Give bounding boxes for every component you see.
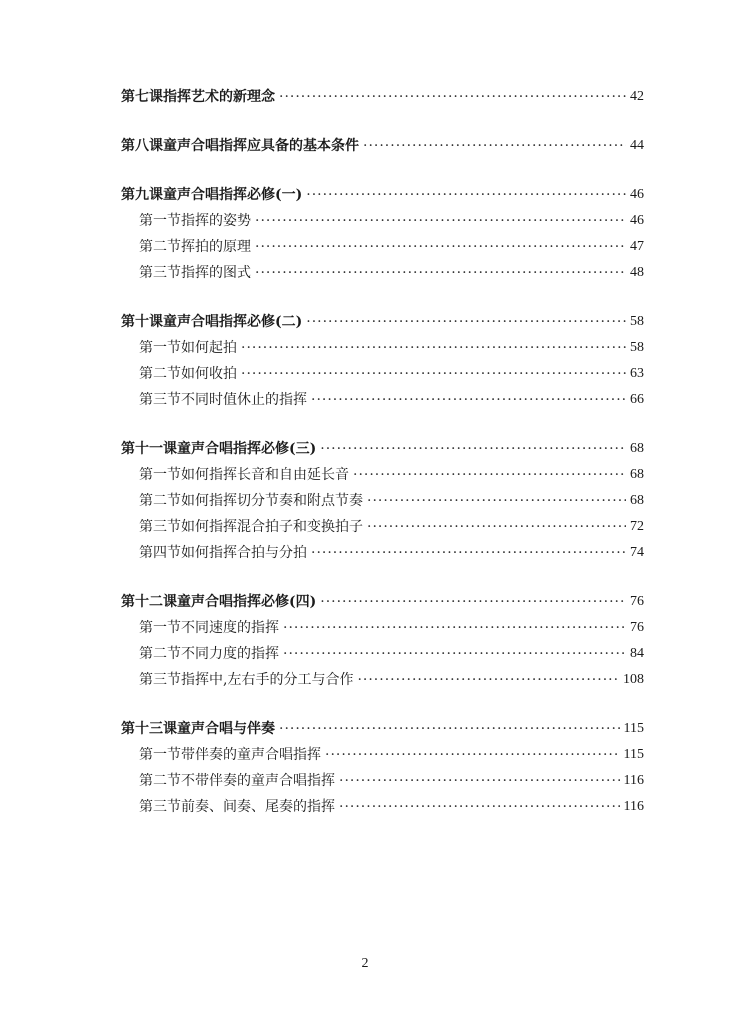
page-number: 48 (630, 265, 644, 280)
section-entry[interactable] (121, 260, 644, 286)
section-title: 指挥中,左右手的分工与合作 (181, 672, 354, 688)
leader-dots (367, 514, 626, 540)
page-number: 46 (630, 187, 644, 202)
chapter-title: 童声合唱指挥必修(二) (163, 314, 303, 330)
chapter-9 (121, 182, 644, 286)
section-number: 第二节 (139, 366, 181, 382)
chapter-number: 第十一课 (121, 441, 177, 457)
chapter-title: 指挥艺术的新理念 (163, 89, 275, 105)
page-folio: 2 (361, 956, 369, 971)
section-number: 第四节 (139, 545, 181, 561)
section-title: 不同速度的指挥 (181, 620, 279, 636)
page-number: 46 (630, 213, 644, 228)
section-entry[interactable] (121, 768, 644, 794)
leader-dots (255, 208, 626, 234)
section-title: 如何指挥混合拍子和变换拍子 (181, 519, 363, 535)
section-entry[interactable] (121, 794, 644, 820)
chapter-number: 第十三课 (121, 721, 177, 737)
chapter-entry[interactable] (121, 589, 644, 615)
section-title: 不同力度的指挥 (181, 646, 279, 662)
leader-dots (311, 387, 626, 413)
page-number: 68 (630, 493, 644, 508)
leader-dots (367, 488, 626, 514)
chapter-11 (121, 436, 644, 566)
leader-dots (353, 462, 626, 488)
section-title: 挥拍的原理 (181, 239, 251, 255)
section-title: 如何起拍 (181, 340, 237, 356)
page-number: 68 (630, 441, 644, 456)
section-number: 第三节 (139, 672, 181, 688)
section-entry[interactable] (121, 641, 644, 667)
section-entry[interactable] (121, 742, 644, 768)
section-entry[interactable] (121, 387, 644, 413)
section-number: 第一节 (139, 747, 181, 763)
chapter-entry[interactable] (121, 716, 644, 742)
chapter-number: 第八课 (121, 138, 163, 154)
section-entry[interactable] (121, 615, 644, 641)
chapter-number: 第七课 (121, 89, 163, 105)
page-number: 63 (630, 366, 644, 381)
chapter-entry[interactable] (121, 133, 644, 159)
leader-dots (241, 361, 626, 387)
leader-dots (306, 309, 626, 335)
chapter-number: 第九课 (121, 187, 163, 203)
section-title: 带伴奏的童声合唱指挥 (181, 747, 321, 763)
section-number: 第三节 (139, 799, 181, 815)
leader-dots (363, 133, 626, 159)
leader-dots (279, 84, 626, 110)
section-number: 第二节 (139, 239, 181, 255)
page-number: 76 (630, 620, 644, 635)
section-number: 第一节 (139, 467, 181, 483)
section-title: 不同时值休止的指挥 (181, 392, 307, 408)
page-number: 68 (630, 467, 644, 482)
leader-dots (283, 615, 626, 641)
page-number: 115 (623, 721, 644, 736)
chapter-entry[interactable] (121, 182, 644, 208)
chapter-title: 童声合唱与伴奏 (177, 721, 275, 737)
leader-dots (320, 589, 626, 615)
chapter-entry[interactable] (121, 309, 644, 335)
leader-dots (255, 260, 626, 286)
section-number: 第一节 (139, 213, 181, 229)
section-title: 如何指挥长音和自由延长音 (181, 467, 349, 483)
section-title: 指挥的姿势 (181, 213, 251, 229)
section-entry[interactable] (121, 335, 644, 361)
page-number: 44 (630, 138, 644, 153)
section-number: 第二节 (139, 773, 181, 789)
section-entry[interactable] (121, 667, 644, 693)
leader-dots (339, 768, 620, 794)
leader-dots (306, 182, 626, 208)
leader-dots (279, 716, 620, 742)
section-title: 如何指挥合拍与分拍 (181, 545, 307, 561)
section-title: 如何指挥切分节奏和附点节奏 (181, 493, 363, 509)
page-number: 74 (630, 545, 644, 560)
section-number: 第三节 (139, 519, 181, 535)
page-number: 66 (630, 392, 644, 407)
chapter-13 (121, 716, 644, 820)
chapter-title: 童声合唱指挥必修(四) (177, 594, 317, 610)
section-number: 第二节 (139, 646, 181, 662)
leader-dots (311, 540, 626, 566)
leader-dots (241, 335, 626, 361)
page-number: 42 (630, 89, 644, 104)
section-entry[interactable] (121, 462, 644, 488)
section-number: 第一节 (139, 620, 181, 636)
section-entry[interactable] (121, 234, 644, 260)
leader-dots (339, 794, 620, 820)
page-number: 116 (623, 799, 644, 814)
chapter-number: 第十二课 (121, 594, 177, 610)
page-number: 72 (630, 519, 644, 534)
section-entry[interactable] (121, 540, 644, 566)
section-entry[interactable] (121, 514, 644, 540)
chapter-7 (121, 84, 644, 110)
chapter-8 (121, 133, 644, 159)
chapter-entry[interactable] (121, 84, 644, 110)
section-number: 第三节 (139, 392, 181, 408)
section-title: 不带伴奏的童声合唱指挥 (181, 773, 335, 789)
section-entry[interactable] (121, 488, 644, 514)
leader-dots (283, 641, 626, 667)
leader-dots (357, 667, 619, 693)
chapter-title: 童声合唱指挥应具备的基本条件 (163, 138, 359, 154)
chapter-entry[interactable] (121, 436, 644, 462)
section-number: 第一节 (139, 340, 181, 356)
page-number: 58 (630, 314, 644, 329)
table-of-contents (121, 84, 644, 843)
chapter-number: 第十课 (121, 314, 163, 330)
chapter-10 (121, 309, 644, 413)
section-entry[interactable] (121, 361, 644, 387)
leader-dots (325, 742, 620, 768)
section-title: 前奏、间奏、尾奏的指挥 (181, 799, 335, 815)
page-number: 58 (630, 340, 644, 355)
page-number: 108 (623, 672, 644, 687)
page-number: 76 (630, 594, 644, 609)
section-number: 第二节 (139, 493, 181, 509)
leader-dots (320, 436, 626, 462)
chapter-12 (121, 589, 644, 693)
leader-dots (255, 234, 626, 260)
chapter-title: 童声合唱指挥必修(一) (163, 187, 303, 203)
section-number: 第三节 (139, 265, 181, 281)
page-number: 115 (623, 747, 644, 762)
section-title: 如何收拍 (181, 366, 237, 382)
chapter-title: 童声合唱指挥必修(三) (177, 441, 317, 457)
section-entry[interactable] (121, 208, 644, 234)
page-number: 47 (630, 239, 644, 254)
page-number: 84 (630, 646, 644, 661)
section-title: 指挥的图式 (181, 265, 251, 281)
page-number: 116 (623, 773, 644, 788)
